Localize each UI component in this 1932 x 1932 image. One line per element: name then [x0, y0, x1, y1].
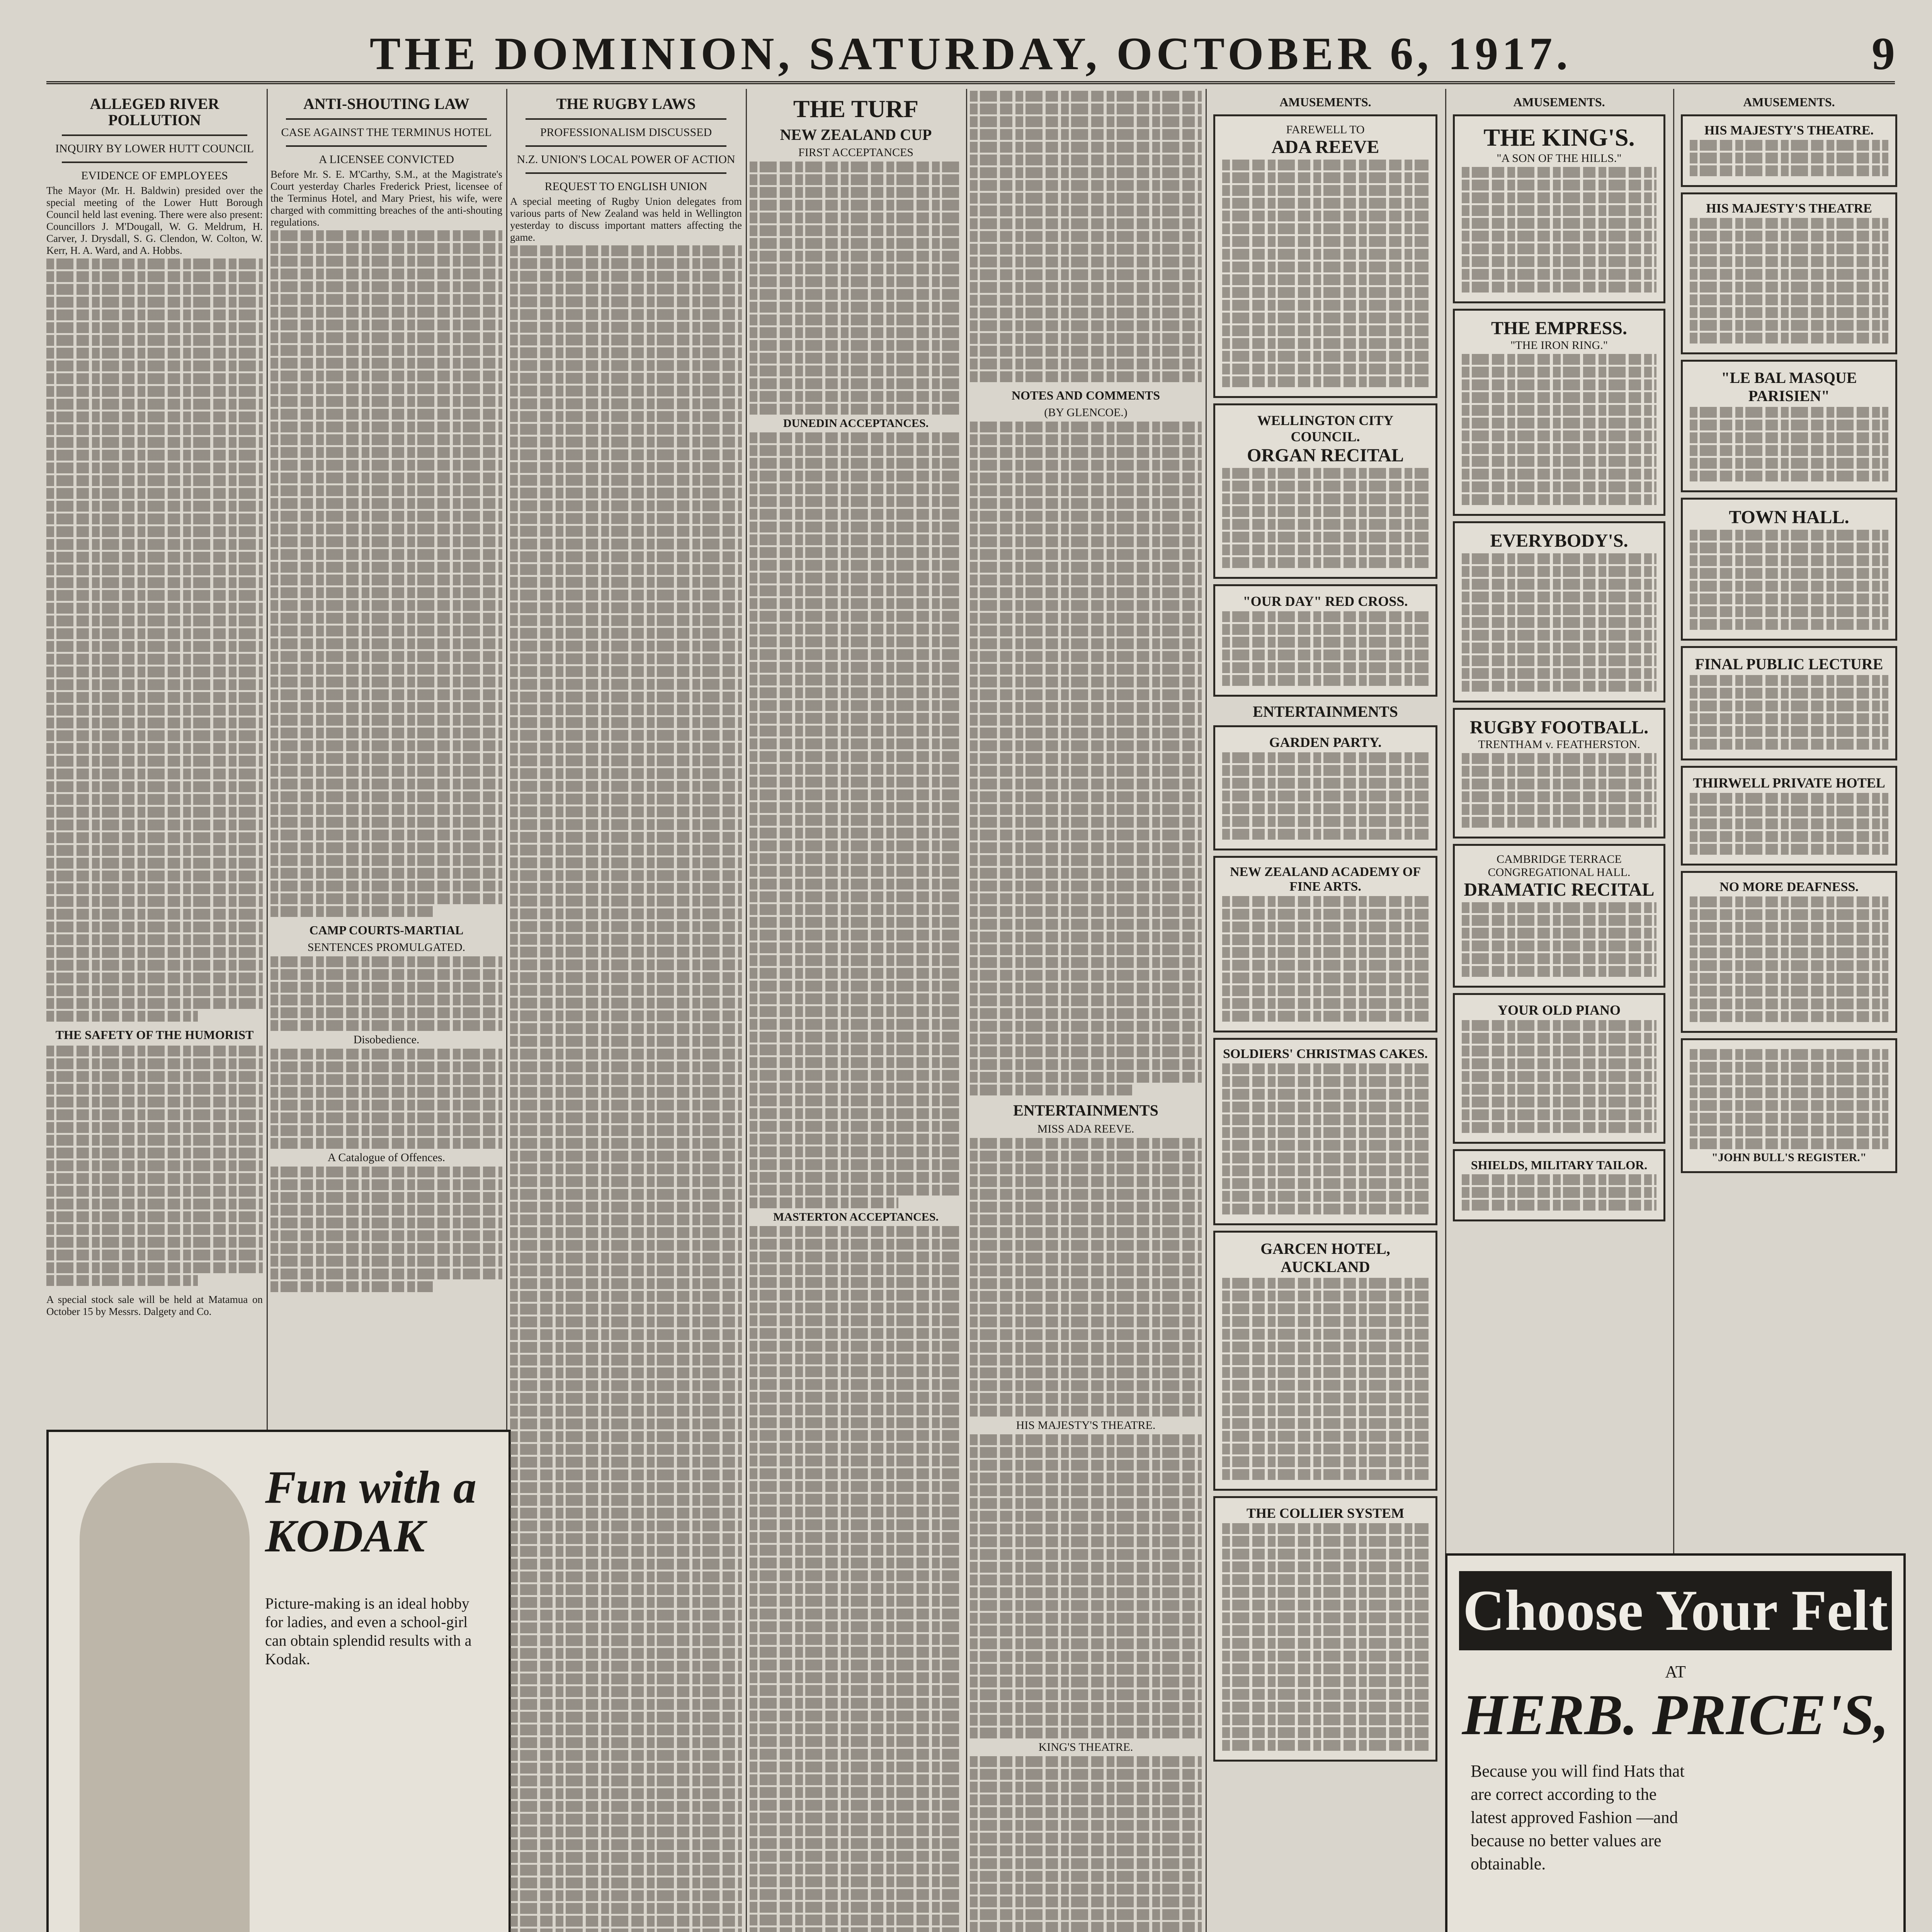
ad-title: NEW ZEALAND ACADEMY OF FINE ARTS.: [1230, 864, 1421, 894]
section-header: ENTERTAINMENTS: [1253, 702, 1398, 720]
page-number: 9: [1872, 28, 1895, 79]
article-subhead: A LICENSEE CONVICTED: [319, 153, 454, 166]
ad-line: TRENTHAM v. FEATHERSTON.: [1478, 738, 1640, 751]
article-subhead: KING'S THEATRE.: [1038, 1740, 1133, 1753]
kodak-copy: Picture-making is an ideal hobby for ladies, and even a school-girl can obtain splendid results with a Kodak.: [265, 1595, 472, 1668]
section-header: AMUSEMENTS.: [1743, 95, 1835, 109]
column-river-pollution: [46, 89, 263, 1422]
herb-brand: HERB. PRICE'S,: [1462, 1683, 1889, 1747]
article-headline: ANTI-SHOUTING LAW: [303, 95, 470, 112]
ad-title: ADA REEVE: [1271, 136, 1379, 157]
ad-title: YOUR OLD PIANO: [1497, 1002, 1621, 1018]
ad-title: SHIELDS, MILITARY TAILOR.: [1471, 1158, 1648, 1172]
herb-at: AT: [1665, 1662, 1686, 1681]
article-subhead: Disobedience.: [353, 1033, 420, 1046]
article-subhead: INQUIRY BY LOWER HUTT COUNCIL: [55, 142, 254, 155]
column-rugby-laws: [510, 89, 742, 1932]
herb-headline: Choose Your Felt: [1459, 1571, 1892, 1650]
article-headline: THE TURF: [793, 95, 919, 122]
article-subhead: REQUEST TO ENGLISH UNION: [544, 180, 707, 193]
kodak-headline: Fun with a KODAK: [265, 1461, 476, 1561]
article-subhead: DUNEDIN ACCEPTANCES.: [783, 417, 929, 430]
column-turf: [750, 89, 962, 1932]
ad-title: THE COLLIER SYSTEM: [1246, 1505, 1405, 1521]
ad-title: "LE BAL MASQUE PARISIEN": [1721, 369, 1857, 405]
section-header: AMUSEMENTS.: [1513, 95, 1605, 109]
article-headline: CAMP COURTS-MARTIAL: [309, 923, 464, 937]
ad-title: GARCEN HOTEL, AUCKLAND: [1260, 1240, 1390, 1276]
article-subhead: A Catalogue of Offences.: [327, 1151, 446, 1164]
article-subhead: MASTERTON ACCEPTANCES.: [773, 1211, 939, 1224]
ad-title: "JOHN BULL'S REGISTER.": [1711, 1151, 1867, 1164]
kodak-advertisement: [46, 1430, 511, 1932]
column-rule: [746, 89, 747, 1932]
ad-title: WELLINGTON CITY COUNCIL.: [1257, 412, 1394, 444]
article-subhead: FIRST ACCEPTANCES: [798, 146, 913, 159]
herb-price-advertisement: [1445, 1553, 1906, 1932]
article-subhead: N.Z. UNION'S LOCAL POWER OF ACTION: [517, 153, 735, 166]
article-byline: (BY GLENCOE.): [1044, 406, 1128, 419]
column-anti-shouting: [270, 89, 502, 1422]
woman-illustration: [80, 1463, 250, 1932]
column-amusements-1: [1209, 89, 1441, 1932]
ad-title: HIS MAJESTY'S THEATRE.: [1704, 123, 1874, 138]
article-subhead: MISS ADA REEVE.: [1037, 1122, 1134, 1135]
ad-title: RUGBY FOOTBALL.: [1469, 717, 1649, 738]
herb-copy: Because you will find Hats that are correct according to the latest approved Fashion —and because no better values are obtainable.: [1471, 1762, 1685, 1873]
article-headline: ALLEGED RIVER POLLUTION: [90, 95, 219, 129]
ad-line: FAREWELL TO: [1286, 123, 1365, 136]
article-body: Before Mr. S. E. M'Carthy, S.M., at the Magistrate's Court yesterday Charles Frederick Priest, licensee of the Terminus Hotel, and Mary Priest, his wife, were charged with committing breaches of the anti-shouting regulations.: [270, 168, 502, 228]
article-body: The Mayor (Mr. H. Baldwin) presided over the special meeting of the Lower Hutt Borough Council held last evening. There were also present: Councillors J. M'Dougall, W. G. Meldrum, H. Carver, J. Drysdall, S. G. Clendon, W. Colton, W. Kerr, H. A. Ward, and A. Hobbs.: [46, 185, 263, 256]
article-headline: NOTES AND COMMENTS: [1011, 388, 1160, 402]
ad-line: CAMBRIDGE TERRACE CONGREGATIONAL HALL.: [1488, 852, 1631, 879]
column-rule: [966, 89, 967, 1932]
column-rule: [1206, 89, 1207, 1932]
column-amusements-2: [1449, 89, 1669, 1542]
ad-title: NO MORE DEAFNESS.: [1719, 879, 1859, 894]
ad-title: THIRWELL PRIVATE HOTEL: [1693, 775, 1885, 791]
ad-line: "A SON OF THE HILLS.": [1497, 151, 1622, 165]
column-notes-entertainments: [970, 89, 1202, 1932]
ad-title: SOLDIERS' CHRISTMAS CAKES.: [1223, 1046, 1428, 1061]
article-subhead: NEW ZEALAND CUP: [780, 126, 932, 144]
article-body: A special meeting of Rugby Union delegates from various parts of New Zealand was held in Wellington yesterday to discuss important matters affecting the game.: [510, 196, 742, 243]
article-subhead: PROFESSIONALISM DISCUSSED: [540, 126, 712, 139]
ad-title: GARDEN PARTY.: [1269, 734, 1382, 750]
ad-title: "OUR DAY" RED CROSS.: [1243, 593, 1408, 609]
column-amusements-3: [1677, 89, 1901, 1542]
ad-title: THE EMPRESS.: [1491, 318, 1628, 338]
ad-title: FINAL PUBLIC LECTURE: [1695, 655, 1883, 673]
article-headline: ENTERTAINMENTS: [1013, 1101, 1158, 1119]
masthead: [46, 15, 1895, 84]
section-header: AMUSEMENTS.: [1279, 95, 1371, 109]
ad-title: TOWN HALL.: [1729, 507, 1849, 527]
ad-title: EVERYBODY'S.: [1490, 530, 1628, 551]
article-headline: THE RUGBY LAWS: [556, 95, 696, 112]
ad-line: "THE IRON RING.": [1510, 338, 1608, 352]
stock-sale-notice: A special stock sale will be held at Matamua on October 15 by Messrs. Dalgety and Co.: [46, 1293, 263, 1317]
masthead-title: THE DOMINION, SATURDAY, OCTOBER 6, 1917.: [369, 28, 1572, 79]
article-subhead: SENTENCES PROMULGATED.: [307, 940, 466, 954]
article-subhead: CASE AGAINST THE TERMINUS HOTEL: [281, 126, 492, 139]
article-subhead: EVIDENCE OF EMPLOYEES: [81, 169, 228, 182]
ad-title: THE KING'S.: [1483, 123, 1635, 151]
ad-title: HIS MAJESTY'S THEATRE: [1706, 201, 1872, 216]
article-headline: THE SAFETY OF THE HUMORIST: [55, 1028, 254, 1042]
ad-title: DRAMATIC RECITAL: [1464, 879, 1655, 900]
ad-title: ORGAN RECITAL: [1247, 445, 1404, 466]
article-subhead: HIS MAJESTY'S THEATRE.: [1016, 1418, 1156, 1432]
